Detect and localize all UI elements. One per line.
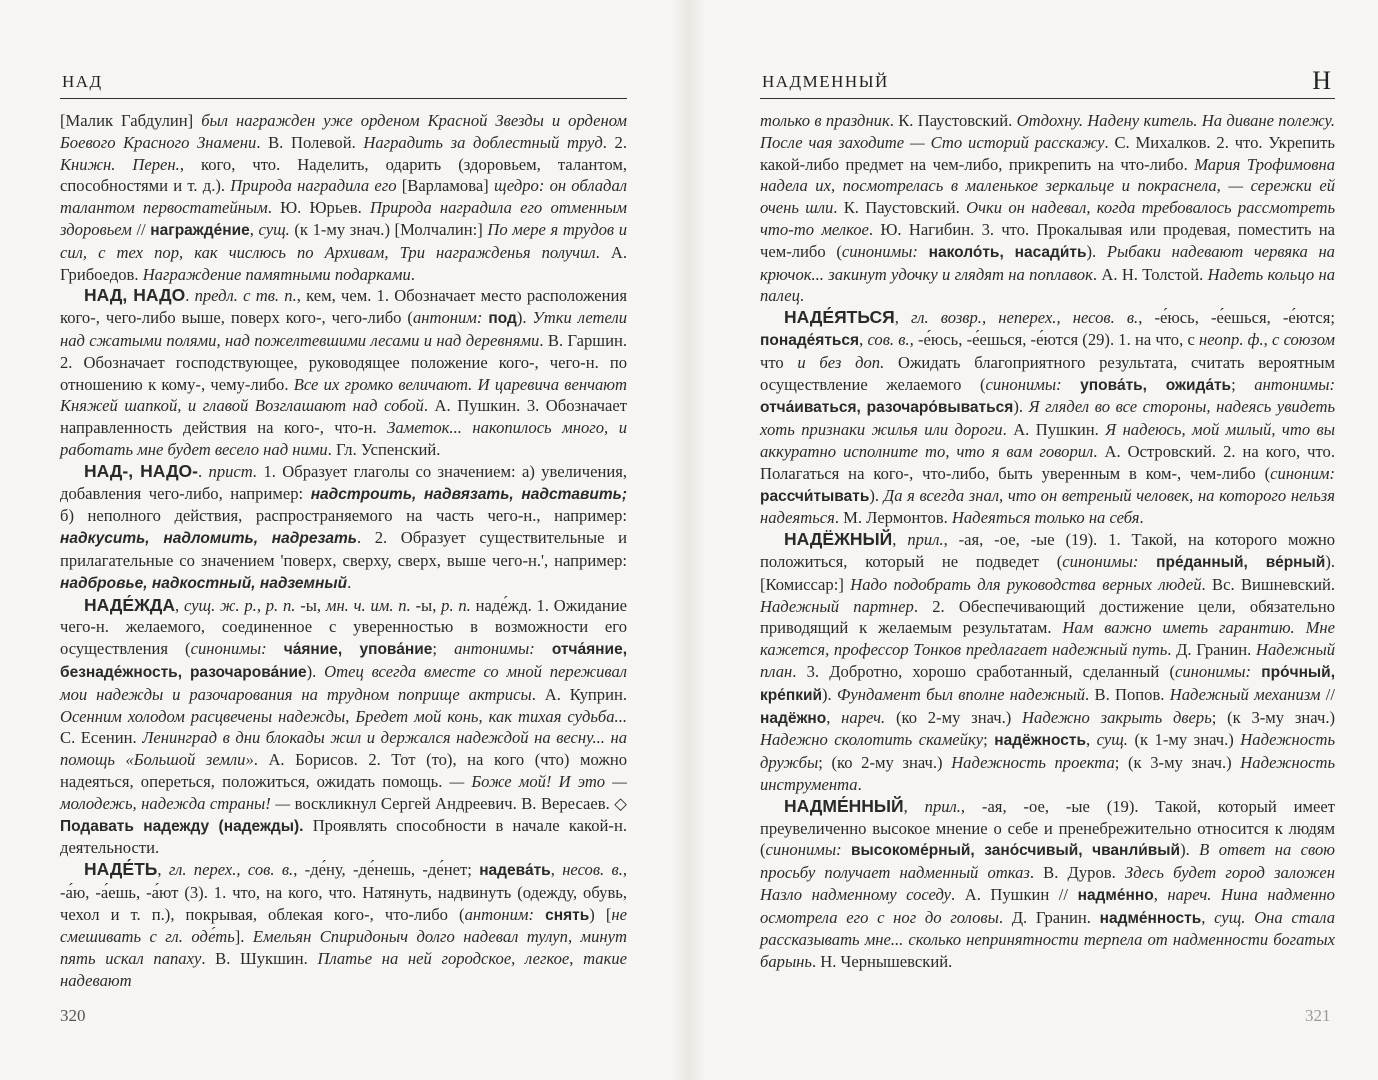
entry-text: что	[760, 352, 798, 372]
entry-italic-text: Книжн. Перен.	[60, 154, 180, 174]
entry-bold-term: надёжность	[994, 732, 1087, 750]
entry-italic-text: оде́ть	[191, 927, 235, 947]
entry-italic-text: р. п.	[441, 595, 471, 615]
entry-text: . А. Борисов. 2. Тот (то), на кого (что) можно надеяться, опереться, положиться, ожидать помощь.	[60, 750, 627, 791]
entry-italic-text: Очки он надевал, когда требовалось рассмотреть что-то мелкое	[760, 198, 1335, 239]
entry-italic-text: синонимы:	[1062, 551, 1139, 571]
entry-text: . М. Лермонтов.	[834, 508, 952, 528]
entry-bold-term: надёжно	[760, 709, 827, 727]
entry-text: , -ая, -ое, -ые (19). 1. Такой, на которого можно положиться, который не подведет (	[760, 530, 1336, 571]
entry-text: (к 1-му знач.) [Молчалин:]	[289, 219, 488, 239]
entry-italic-text: сущ.	[1096, 730, 1128, 750]
entry-italic-text: синонимы:	[841, 241, 918, 261]
entry-italic-text: прист.	[208, 461, 258, 481]
entry-text: Ожидать благоприятного результата, считать вероятным осуществление желаемого (	[760, 352, 1336, 394]
left-page-body	[60, 110, 627, 992]
right-page-body	[760, 110, 1335, 973]
entry-text: . Вс. Вишневский.	[1201, 574, 1335, 594]
entry-example-word: надкусить, надломить, надрезать	[60, 530, 357, 548]
entry-italic-text: сущ.	[258, 219, 290, 239]
entry-text: , кого, что. Наделить, одарить (здоровьем, талантом, способностями и т. д.).	[60, 154, 628, 196]
entry-italic-text: сущ. ж. р., р. п.	[183, 595, 296, 615]
entry-italic-text: синонимы:	[190, 639, 267, 659]
entry-text: ,	[903, 796, 925, 816]
entry-text: ,	[175, 595, 184, 615]
entry-text: . 2. Обеспечивающий достижение цели, обязательно приводящий к желаемым результатам.	[760, 596, 1335, 638]
entry-text: //	[1320, 684, 1335, 704]
entry-text: ).	[1180, 840, 1200, 860]
entry-text: . Н. Чернышевский.	[811, 952, 953, 972]
entry-italic-text: Надежно закрыть дверь	[1022, 707, 1212, 727]
entry-italic-text: и без доп.	[797, 352, 885, 372]
entry-text: . Ю. Юрьев.	[267, 198, 370, 218]
entry-text	[1138, 552, 1156, 571]
entry-text: ].	[234, 927, 253, 947]
entry-italic-text: Надежность дружбы	[760, 730, 1335, 773]
right-page	[700, 0, 1378, 1080]
entry-italic-text: — Боже мой! И это — молодежь, надежда страны! —	[60, 771, 627, 813]
dictionary-entry	[760, 796, 1335, 973]
entry-text: . 2. Образует существительные и прилагательные со значением 'поверх, сверху, сверх, выше чего-н.', например:	[60, 528, 628, 570]
entry-bold-term: награжде́ние	[150, 221, 250, 239]
entry-text	[918, 242, 929, 261]
entry-text: .	[410, 264, 415, 284]
entry-text: ,	[892, 530, 908, 550]
entry-italic-text: только в праздник	[760, 111, 890, 130]
entry-text: , -ая, -ое, -ые (19). Такой, который имеет преувеличенно высокое мнение о себе и пренебрежительно относится к людям (	[760, 796, 1335, 860]
entry-italic-text: Нина надменно осмотрела его с ног до головы	[760, 884, 1335, 927]
entry-text: ;	[1231, 374, 1255, 394]
entry-bold-term: отча́иваться, разочаро́вываться	[760, 399, 1014, 417]
section-letter: Н	[1312, 66, 1331, 95]
entry-italic-text: сущ.	[1214, 907, 1246, 927]
entry-italic-text: Надеяться только на себя	[951, 508, 1140, 528]
entry-text: .	[198, 461, 209, 481]
entry-italic-text: Надежность инструмента	[760, 753, 1335, 794]
entry-italic-text: Утки летели над сжатыми полями, над пожелтевшими лесами и над деревнями	[60, 308, 627, 350]
entry-italic-text: Надежный план	[760, 640, 1335, 681]
entry-text: ) [	[589, 904, 612, 924]
entry-text: .	[185, 286, 195, 306]
entry-text: ).	[516, 308, 533, 328]
entry-italic-text: предл. с тв. п.	[194, 286, 297, 306]
entry-italic-text: Нам важно иметь гарантию. Мне кажется, профессор Тонков предлагает надежный путь	[760, 618, 1336, 660]
dictionary-entry	[60, 859, 627, 992]
entry-italic-text: Надежность проекта	[951, 753, 1115, 773]
entry-italic-text: нареч.	[1167, 884, 1212, 904]
entry-headword: НАДЕ́ЯТЬСЯ	[784, 307, 895, 328]
entry-text: . А. Куприн.	[531, 684, 627, 704]
entry-text: наде́жд. 1. Ожидание чего-н. желаемого, соединенное с уверенностью в возможности его осуществления (	[60, 595, 628, 659]
entry-text: воскликнул Сергей Андреевич. В. Вересаев. ◇	[290, 793, 628, 813]
dictionary-entry	[60, 285, 627, 460]
entry-italic-text: Я надеюсь, мой милый, что вы аккуратно исполните то, что я вам говорил	[760, 420, 1335, 461]
entry-text: [Малик Габдулин]	[60, 111, 202, 130]
entry-example-word: надбровье, надкостный, надземный	[60, 574, 348, 592]
dictionary-entry	[60, 595, 627, 860]
entry-text: , -а́ю, -а́ешь, -а́ют (3). 1. что, на кого, что. Натянуть, надвинуть (одежду, обувь, чехол и т. п.), покрывая, облекая кого-, что-либо (	[60, 860, 628, 924]
entry-bold-term: снять	[545, 906, 590, 924]
entry-italic-text: гл. перех., сов. в.	[168, 860, 294, 880]
entry-italic-text: В ответ на свою просьбу получает надменный отказ	[760, 840, 1335, 883]
entry-italic-text: несов. в.	[562, 860, 623, 880]
entry-text: ).	[306, 661, 325, 681]
left-page	[0, 0, 680, 1080]
entry-italic-text: антоним:	[464, 904, 535, 924]
entry-italic-text: Природа наградила его	[230, 176, 397, 196]
entry-text	[842, 840, 851, 859]
entry-text: . С. Михалков. 2. что. Укрепить какой-либо предмет на чем-либо, прикрепить на что-либо.	[760, 132, 1335, 174]
entry-text	[267, 639, 284, 658]
entry-italic-text: Надежно сколотить скамейку	[760, 730, 984, 750]
entry-italic-text: антонимы:	[1254, 374, 1335, 394]
entry-text: ; (к 3-му знач.)	[1211, 707, 1335, 727]
entry-text: ; (ко 2-му знач.)	[818, 753, 952, 773]
entry-italic-text: По мере я трудов и сил, с тех пор, как числюсь по Архивам, Три награжденья получил	[60, 219, 627, 262]
entry-text: . К. Паустовский.	[889, 111, 1017, 130]
right-page-header	[760, 58, 1335, 99]
entry-text: ; (к 3-му знач.)	[1114, 753, 1241, 773]
entry-text: . Д. Гранин.	[1167, 640, 1256, 660]
entry-bold-term: рассчи́тывать	[760, 487, 870, 505]
entry-text: ).	[822, 684, 838, 704]
entry-italic-text: Отец всегда вместе со мной переживал мои надежды и разочарования на трудном поприще актрисы	[60, 661, 628, 704]
entry-text: ,	[1153, 884, 1168, 904]
entry-text: ;	[983, 730, 995, 750]
entry-headword: НАД-, НАДО-	[84, 460, 198, 481]
entry-text: ,	[826, 707, 842, 727]
entry-text: Проявлять способности в начале какой-н. деятельности.	[60, 815, 627, 858]
entry-text: . К. Паустовский.	[833, 198, 967, 218]
entry-italic-text: Надеть кольцо на палец	[760, 264, 1335, 306]
entry-headword: НАДЕ́ЖДА	[84, 594, 175, 615]
entry-text: -ы,	[295, 595, 326, 615]
entry-text: . 3. Добротно, хорошо сработанный, сделанный (	[792, 661, 1175, 681]
entry-italic-text: Наградить за доблестный труд	[363, 132, 603, 152]
entry-italic-text: Она стала рассказывать мне... сколько непринятности терпела от надменности богатых барынь	[760, 907, 1336, 972]
entry-italic-text: прил.	[907, 530, 944, 550]
entry-text: . Д. Гранин.	[998, 907, 1100, 927]
entry-text: .	[347, 572, 352, 592]
entry-italic-text: прил.	[924, 796, 961, 816]
entry-headword: НАДМЕ́ННЫЙ	[784, 795, 904, 816]
entry-italic-text: Отдохну. Надену китель. На диване полежу. После чая заходите — Сто историй расскажу	[760, 111, 1335, 152]
entry-text: б) неполного действия, распространяемого на часть чего-н., например:	[60, 506, 627, 526]
entry-text: , -е́юсь, -е́ешься, -е́ются (29). 1. на что, с	[909, 329, 1200, 349]
entry-text: [Варламова]	[396, 176, 494, 196]
entry-italic-text: Все их громко величают. И царевича венчают Княжей шапкой, и главой Возглашают над собой	[60, 374, 627, 416]
entry-example-word: надстроить, надвязать, надставить;	[310, 485, 627, 503]
entry-text: ). [Комиссар:]	[760, 551, 1335, 594]
dictionary-entry	[60, 461, 627, 595]
entry-text: ).	[869, 485, 884, 505]
entry-italic-text: Емельян Спиридоныч долго надевал тулуп, минут пять искал папаху	[60, 927, 628, 969]
entry-text	[1062, 375, 1081, 394]
entry-text: С. Есенин.	[60, 728, 143, 748]
entry-headword: НАДЕ́ТЬ	[84, 859, 158, 880]
running-head-right: НАДМЕННЫЙ	[762, 72, 889, 91]
entry-text	[1211, 885, 1221, 904]
entry-bold-term: под	[488, 310, 517, 328]
entry-text	[534, 905, 545, 924]
dictionary-entry	[760, 529, 1335, 796]
entry-italic-text: Заметок... накопилось много, и работать мне будет весело над ними	[60, 418, 627, 459]
entry-text: . А. Пушкин //	[951, 884, 1078, 904]
entry-continuation	[760, 110, 1335, 307]
entry-italic-text: щедро: он обладал талантом первостатейным	[60, 176, 627, 218]
entry-text: , кем, чем. 1. Обозначает место расположения кого-, чего-либо выше, поверх кого-, чего-либо (	[60, 286, 627, 328]
entry-text: .	[799, 286, 805, 306]
entry-italic-text: синонимы:	[1175, 661, 1252, 681]
entry-text	[1251, 662, 1261, 681]
entry-italic-text: Я глядел во все стороны, надеясь увидеть хоть признаки жилья или дороги	[760, 397, 1336, 440]
entry-bold-term: надме́нность	[1099, 909, 1202, 927]
entry-text: ).	[1013, 397, 1029, 417]
entry-text: ,	[859, 329, 868, 349]
entry-italic-text: гл. возвр., неперех., несов. в.	[911, 308, 1139, 328]
entry-italic-text: синоним:	[1270, 463, 1335, 483]
entry-text: . А. Пушкин.	[1002, 420, 1106, 440]
entry-text: . Ю. Нагибин. 3. что. Прокалывая или продевая, поместить на чем-либо (	[760, 219, 1335, 261]
entry-text: .	[1139, 508, 1144, 528]
entry-italic-text: Природа наградила его отменным здоровьем	[60, 198, 627, 239]
entry-italic-text: синонимы:	[765, 840, 842, 860]
entry-italic-text: мн. ч. им. п.	[325, 595, 411, 615]
entry-italic-text: Да я всегда знал, что он ветреный человек, на которого нельзя надеяться	[760, 485, 1335, 528]
entry-bold-term: надме́нно	[1077, 886, 1154, 904]
entry-italic-text: Надо подобрать для руководства верных людей	[850, 574, 1202, 594]
entry-bold-term: наколо́ть, насади́ть	[928, 243, 1087, 261]
entry-continuation	[60, 110, 627, 285]
entry-italic-text: антонимы:	[454, 639, 535, 659]
entry-bold-term: ча́яние, упова́ние	[283, 641, 433, 659]
entry-italic-text: с союзом	[1271, 329, 1336, 349]
entry-text: . В. Попов.	[1085, 684, 1170, 704]
entry-text: .	[857, 774, 862, 794]
entry-italic-text: Надежный механизм	[1169, 684, 1321, 704]
entry-text: . А. Н. Толстой.	[1092, 264, 1208, 284]
entry-italic-text: Награждение памятными подарками	[142, 264, 411, 284]
entry-bold-term: упова́ть, ожида́ть	[1080, 376, 1232, 394]
dictionary-entry	[760, 307, 1335, 529]
entry-italic-text: не смешивать с гл.	[60, 904, 627, 947]
entry-text: . А. Пушкин. 3. Обозначает направленность действия на кого-, что-н.	[60, 396, 627, 438]
entry-bold-term: про́чный, кре́пкий	[760, 663, 1335, 704]
entry-bold-term: пре́данный, ве́рный	[1156, 553, 1326, 571]
entry-text: . В. Шукшин.	[201, 949, 318, 969]
entry-italic-text: Осенним холодом расцвечены надежды, Бредет мой конь, как тихая судьба...	[60, 706, 627, 726]
page-number-right: 321	[1305, 1006, 1331, 1025]
entry-text: . В. Дуров.	[1029, 863, 1125, 883]
entry-text: ,	[894, 308, 911, 328]
entry-text: . В. Полевой.	[256, 132, 364, 152]
entry-text: . Гл. Успенский.	[327, 439, 441, 459]
entry-italic-text: синонимы:	[985, 374, 1062, 394]
entry-italic-text: сов. в.	[867, 329, 910, 349]
entry-text: . В. Гаршин. 2. Обозначает господствующее, руководящее положение кого-, чего-н. по отношению к кому-, чему-либо.	[60, 330, 627, 394]
entry-text: . А. Островский. 2. на кого, что. Полагаться на кого-, что-либо, быть уверенным в ком-, чем-либо (	[760, 441, 1335, 483]
entry-italic-text: неопр. ф.	[1199, 329, 1264, 349]
entry-text	[535, 639, 552, 658]
entry-text: ).	[1086, 241, 1107, 261]
entry-headword: НАД, НАДО	[84, 285, 186, 306]
entry-text: ,	[1263, 329, 1272, 349]
entry-text: , -де́ну, -де́нешь, -де́нет;	[293, 860, 480, 880]
entry-text	[1245, 908, 1254, 927]
left-page-header	[60, 58, 627, 99]
entry-text: (ко 2-му знач.)	[885, 707, 1023, 727]
entry-text: //	[131, 219, 151, 239]
entry-text: (к 1-му знач.)	[1127, 730, 1241, 750]
entry-italic-text: Рыбаки надевают червяка на крючок... закинут удочку и глядят на поплавок	[760, 241, 1335, 284]
entry-text: 1. Образует глаголы со значением: а) увеличения, добавления чего-либо, например:	[60, 461, 628, 503]
entry-italic-text: был награжден уже орденом Красной Звезды и орденом Боевого Красного Знамени	[60, 111, 627, 152]
entry-text: , -е́юсь, -е́ешься, -е́ются;	[1138, 308, 1336, 328]
entry-text: ;	[432, 639, 455, 659]
entry-text: . 2.	[602, 132, 627, 152]
entry-italic-text: Надежный партнер	[760, 596, 914, 616]
entry-italic-text: антоним:	[412, 308, 483, 328]
entry-text: ,	[550, 860, 563, 880]
entry-bold-term: высокоме́рный, зано́счивый, чванли́вый	[851, 842, 1181, 860]
entry-text: ,	[1086, 730, 1097, 750]
entry-italic-text: Фундамент был вполне надежный	[837, 684, 1086, 704]
entry-bold-term: надева́ть	[479, 862, 551, 880]
entry-text: ,	[1201, 907, 1215, 927]
entry-italic-text: Здесь будет город заложен Назло надменному соседу	[760, 863, 1335, 904]
entry-text: -ы,	[410, 595, 442, 615]
entry-italic-text: нареч.	[841, 707, 886, 727]
entry-italic-text: Ленинград в дни блокады жил и держался надеждой на весну... на помощь «Большой земли»	[60, 728, 628, 770]
entry-text: . А. Грибоедов.	[60, 242, 627, 284]
entry-bold-term: понаде́яться	[760, 331, 860, 349]
page-number-left: 320	[60, 1006, 86, 1025]
entry-italic-text: Платье на ней городское, легкое, такие надевают	[60, 949, 627, 991]
entry-text: ,	[249, 219, 259, 239]
entry-bold-term: Подавать надежду (надежды).	[60, 817, 304, 835]
entry-text: ,	[157, 860, 169, 880]
entry-bold-term: отча́яние, безнаде́жность, разочарова́ние	[60, 641, 627, 681]
running-head-left: НАД	[62, 72, 103, 91]
entry-headword: НАДЁЖНЫЙ	[784, 529, 893, 550]
entry-italic-text: Мария Трофимовна надела их, посмотрелась в маленькое зеркальце и покраснела, — сережки ей очень шли	[760, 154, 1335, 218]
